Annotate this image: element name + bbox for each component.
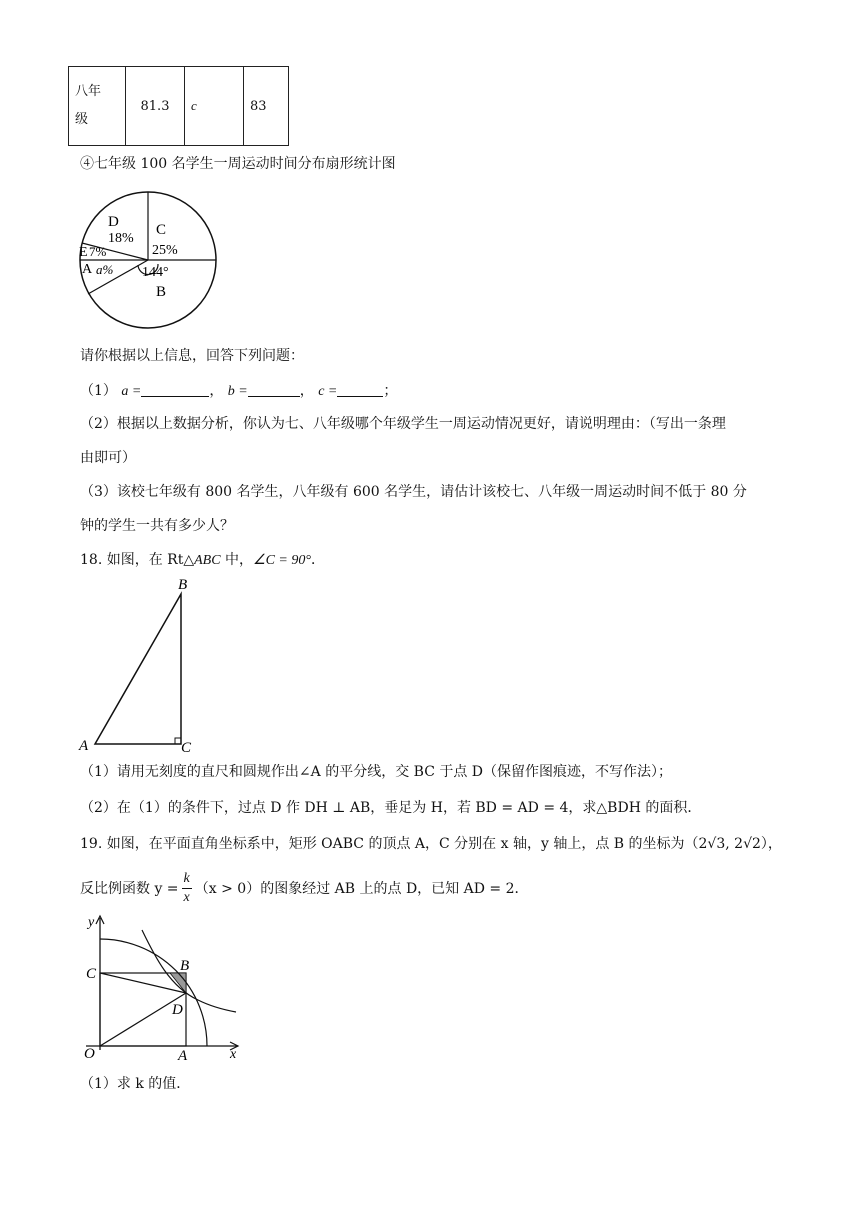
q19-line2-prefix: 反比例函数 y = bbox=[80, 881, 179, 897]
slice-value-c: 25% bbox=[152, 243, 178, 258]
slice-value-d: 18% bbox=[108, 231, 134, 246]
row-label-line2: 级 bbox=[75, 112, 89, 127]
y-axis-label: y bbox=[88, 915, 95, 930]
triangle-figure bbox=[74, 572, 204, 758]
q17-part1: （1） a = ， b = ， c = ； bbox=[80, 383, 398, 399]
q18-stem-angle: ∠C = 90° bbox=[253, 553, 311, 568]
q18-stem-triangle: ABC bbox=[194, 553, 221, 568]
q18-part2: （2）在（1）的条件下，过点 D 作 DH ⊥ AB，垂足为 H，若 BD = AD = 4，求△BDH 的面积． bbox=[80, 800, 702, 816]
q18-stem-end: ． bbox=[310, 552, 325, 568]
slice-value-a: a% bbox=[96, 262, 114, 277]
q17-part1-number: （1） bbox=[80, 383, 117, 399]
q18-stem-prefix: 18. 如图，在 Rt△ bbox=[80, 552, 195, 568]
arc-circle bbox=[100, 939, 207, 1046]
point-c-label: C bbox=[86, 966, 97, 982]
pie-caption: ④七年级 100 名学生一周运动时间分布扇形统计图 bbox=[80, 156, 396, 172]
vertex-b-label: B bbox=[178, 577, 188, 593]
point-a-label: A bbox=[178, 1048, 188, 1064]
segment-od bbox=[100, 993, 186, 1046]
fraction-k-over-x bbox=[182, 870, 192, 907]
statistics-table bbox=[68, 66, 289, 146]
coordinate-figure bbox=[80, 912, 250, 1064]
q17-b-label: b = bbox=[227, 384, 248, 399]
slice-angle-b: 144° bbox=[142, 265, 169, 280]
pie-chart bbox=[76, 188, 226, 332]
point-b-label: B bbox=[180, 958, 190, 974]
slice-label-a: A bbox=[82, 262, 93, 277]
fraction-denominator: x bbox=[183, 889, 190, 905]
q17-part2-line2: 由即可） bbox=[80, 450, 136, 466]
fraction-numerator: k bbox=[182, 870, 192, 889]
point-d-label: D bbox=[172, 1002, 183, 1018]
vertex-c-label: C bbox=[181, 740, 192, 756]
q17-part3-line1: （3）该校七年级有 800 名学生，八年级有 600 名学生，请估计该校七、八年级一周运动时间不低于 80 分 bbox=[80, 484, 747, 500]
q17-part3-line2: 钟的学生一共有多少人？ bbox=[80, 518, 234, 534]
origin-label: O bbox=[84, 1046, 95, 1062]
slice-value-e: 7% bbox=[89, 244, 107, 259]
vertex-a-label: A bbox=[79, 738, 89, 754]
slice-label-c: C bbox=[156, 222, 167, 238]
answer-blank-a[interactable] bbox=[141, 382, 209, 397]
median-cell: c bbox=[185, 67, 244, 146]
q18-stem bbox=[80, 550, 325, 571]
slice-label-b: B bbox=[156, 284, 167, 300]
answer-blank-c[interactable] bbox=[337, 382, 383, 397]
q19-line2-suffix: 的图象经过 AB 上的点 D，已知 AD = 2． bbox=[260, 881, 529, 897]
q19-line2 bbox=[80, 866, 529, 910]
q19-part1: （1）求 k 的值． bbox=[80, 1076, 191, 1092]
mode-cell: 83 bbox=[244, 67, 289, 146]
mean-cell: 81.3 bbox=[126, 67, 185, 146]
q17-intro: 请你根据以上信息，回答下列问题： bbox=[80, 348, 304, 364]
q17-c-label: c = bbox=[318, 384, 338, 399]
q18-part1: （1）请用无刻度的直尺和圆规作出∠A 的平分线，交 BC 于点 D（保留作图痕迹，不写作法）； bbox=[80, 764, 673, 780]
x-axis-label: x bbox=[230, 1047, 237, 1062]
triangle-abc bbox=[95, 594, 181, 744]
slice-label-e: E bbox=[79, 245, 88, 260]
q17-a-label: a = bbox=[121, 384, 142, 399]
table-row bbox=[69, 67, 289, 146]
row-label-line1: 八年 bbox=[75, 84, 102, 99]
q19-condition: （x > 0） bbox=[194, 881, 261, 897]
row-label-cell bbox=[69, 67, 126, 146]
answer-blank-b[interactable] bbox=[248, 382, 300, 397]
q19-line1: 19. 如图，在平面直角坐标系中，矩形 OABC 的顶点 A，C 分别在 x 轴，y 轴上，点 B 的坐标为（2√3, 2√2）， bbox=[80, 836, 782, 852]
slice-label-d: D bbox=[108, 214, 119, 230]
q18-stem-mid: 中， bbox=[220, 552, 254, 568]
q17-part2-line1: （2）根据以上数据分析，你认为七、八年级哪个年级学生一周运动情况更好，请说明理由：（写出一条理 bbox=[80, 416, 726, 432]
q17-part1-end: ； bbox=[383, 383, 398, 399]
